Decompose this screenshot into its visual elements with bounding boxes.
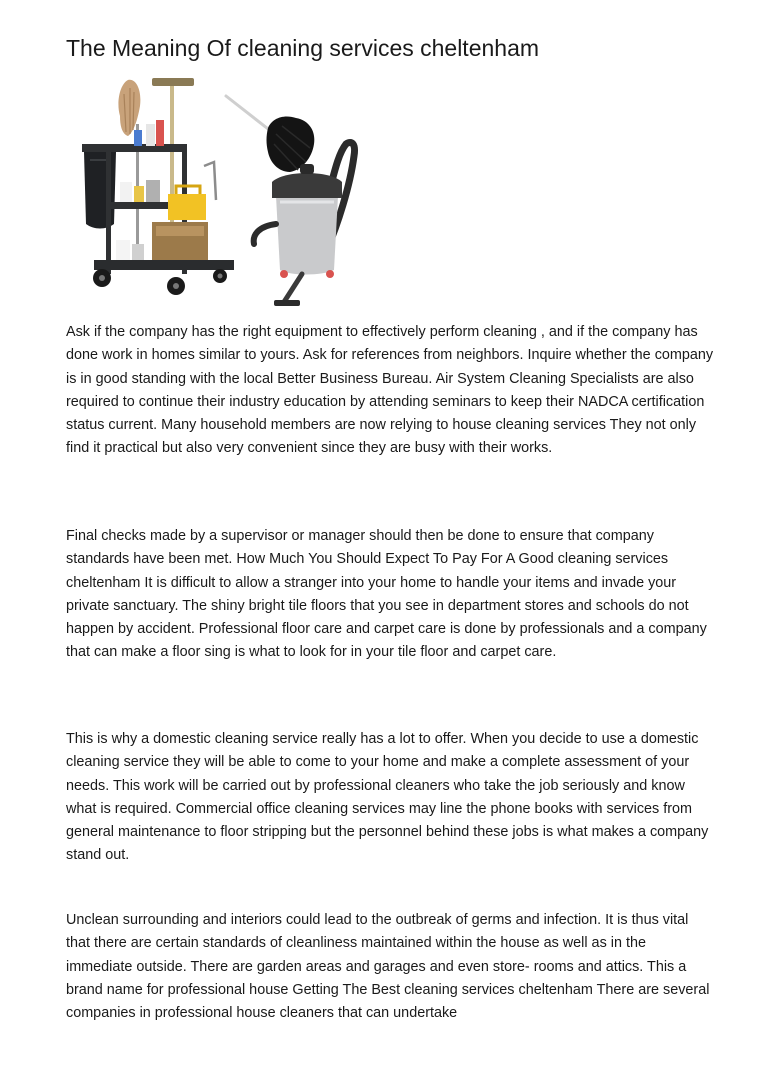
paragraph-4: Unclean surrounding and interiors could lead to the outbreak of germs and infection. It is thus vital that there are certain standards of cleanliness maintained within the house as well as in the immediate outside. There are garden areas and garages and even store- rooms and attics. This a brand name for professional house Getting The Best cleaning services cheltenham There are several companies in professional house cleaners that can undertake bbox=[66, 912, 710, 1022]
vacuum-cleaner-icon bbox=[254, 143, 355, 307]
paragraph-2: Final checks made by a supervisor or manager should then be done to ensure that company standards have been met. How Much You Should Expect To Pay For A Good cleaning services cheltenham It is difficult to allow a stranger into your home to handle your items and invade your private sanctuary. The shiny bright tile floors that you see in department stores and schools do not happen by accident. Professional floor care and carpet care is done by professionals and a company that can make a floor sing is what to look for in your tile floor and carpet care. bbox=[66, 528, 707, 661]
paragraph-1: Ask if the company has the right equipment to effectively perform cleaning , and if the company has done work in homes similar to yours. Ask for references from neighbors. Inquire whether the company is in good standing with the local Better Business Bureau. Air System Cleaning Specialists are also required to continue their industry education by attending seminars to keep their NADCA certification status current. Many household members are now relying to house cleaning services They not only find it practical but also very convenient since they are busy with their works. bbox=[66, 324, 714, 457]
feather-duster-icon bbox=[226, 96, 314, 172]
cleaning-equipment-illustration bbox=[76, 74, 376, 316]
janitor-cart-icon bbox=[82, 78, 234, 295]
paragraph-3: This is why a domestic cleaning service really has a lot to offer. When you decide to use a domestic cleaning service they will be able to come to your home and make a complete assessment of your needs. This work will be carried out by professional cleaners who take the job seriously and know what is required. Commercial office cleaning services may line the phone books with services from general maintenance to floor stripping but the personnel behind these jobs is what makes a company stand out. bbox=[66, 731, 709, 864]
page-title: The Meaning Of cleaning services cheltenham bbox=[66, 35, 540, 61]
